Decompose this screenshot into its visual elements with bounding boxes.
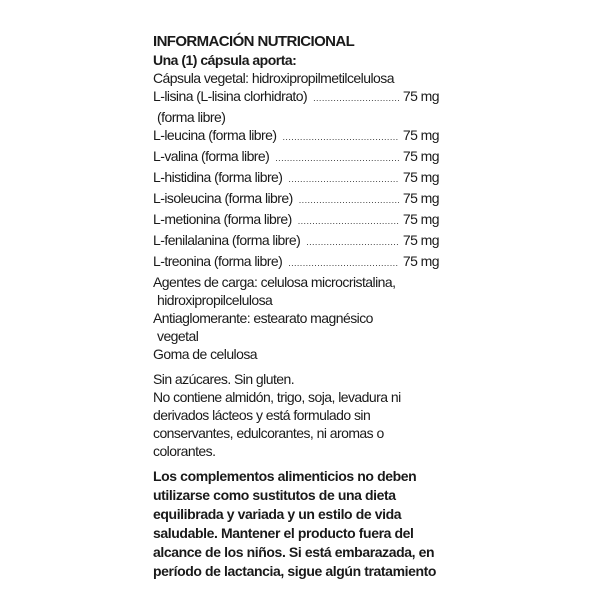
- ingredient-amount: 75 mg: [402, 190, 439, 206]
- leader-dots: [288, 170, 398, 189]
- capsule-line: Cápsula vegetal: hidroxipropilmetilcelulosa: [153, 70, 394, 86]
- leader-dots: [283, 128, 399, 147]
- ingredient-name: L-leucina (forma libre): [153, 127, 277, 143]
- ingredient-name: L-fenilalanina (forma libre): [153, 232, 301, 248]
- ingredient-amount: 75 mg: [402, 127, 439, 143]
- ingredient-row: [153, 210, 439, 231]
- ingredient-row: [153, 168, 439, 189]
- ingredient-row: [153, 189, 439, 210]
- ingredient-amount: 75 mg: [402, 211, 439, 227]
- ingredient-name: L-valina (forma libre): [153, 148, 270, 164]
- claims-line: derivados lácteos y está formulado sin: [153, 407, 371, 423]
- ingredient-name: L-isoleucina (forma libre): [153, 190, 293, 206]
- ingredient-row: [153, 231, 439, 252]
- ingredient-name: L-lisina (L-lisina clorhidrato): [153, 88, 308, 104]
- leader-dots: [306, 233, 399, 252]
- ingredient-amount: 75 mg: [402, 232, 439, 248]
- gum-line: Goma de celulosa: [153, 346, 258, 362]
- serving-heading: Una (1) cápsula aporta:: [153, 52, 297, 68]
- warning-line: período de lactancia, sigue algún tratamiento: [153, 563, 437, 579]
- warning-text: [153, 467, 453, 581]
- warning-line: Los complementos alimenticios no deben: [153, 468, 417, 484]
- antiagglomerant-line: vegetal: [157, 328, 199, 344]
- leader-dots: [275, 149, 399, 168]
- ingredient-amount: 75 mg: [402, 148, 439, 164]
- claims-line: No contiene almidón, trigo, soja, levadura ni: [153, 389, 401, 405]
- ingredient-name: L-metionina (forma libre): [153, 211, 292, 227]
- warning-line: equilibrada y variada y un estilo de vida: [153, 506, 402, 522]
- ingredient-note: (forma libre): [157, 109, 226, 125]
- claims-line: Sin azúcares. Sin gluten.: [153, 371, 295, 387]
- ingredient-name: L-histidina (forma libre): [153, 169, 283, 185]
- agents-line: Agentes de carga: celulosa microcristalina,: [153, 274, 396, 290]
- ingredient-row: [153, 126, 439, 147]
- section-gap: [153, 363, 453, 370]
- agents-line: hidroxipropilcelulosa: [157, 292, 273, 308]
- ingredient-name: L-treonina (forma libre): [153, 253, 283, 269]
- ingredient-list: [153, 87, 453, 273]
- nutrition-title: INFORMACIÓN NUTRICIONAL: [153, 33, 355, 50]
- leader-dots: [288, 254, 399, 273]
- warning-line: utilizarse como sustitutos de una dieta: [153, 487, 396, 503]
- ingredient-row: [153, 87, 439, 108]
- antiagglomerant-line: Antiaglomerante: estearato magnésico: [153, 310, 373, 326]
- leader-dots: [313, 89, 399, 108]
- ingredient-row: [153, 147, 439, 168]
- ingredient-row: [153, 252, 439, 273]
- claims-line: colorantes.: [153, 443, 216, 459]
- ingredient-amount: 75 mg: [402, 169, 439, 185]
- ingredient-amount: 75 mg: [402, 88, 439, 104]
- claims-line: conservantes, edulcorantes, ni aromas o: [153, 425, 384, 441]
- leader-dots: [298, 212, 399, 231]
- ingredient-amount: 75 mg: [402, 253, 439, 269]
- warning-line: alcance de los niños. Si está embarazada, en: [153, 544, 435, 560]
- warning-line: saludable. Mantener el producto fuera del: [153, 525, 414, 541]
- nutrition-label: [153, 32, 453, 581]
- section-gap: [153, 460, 453, 467]
- leader-dots: [299, 191, 399, 210]
